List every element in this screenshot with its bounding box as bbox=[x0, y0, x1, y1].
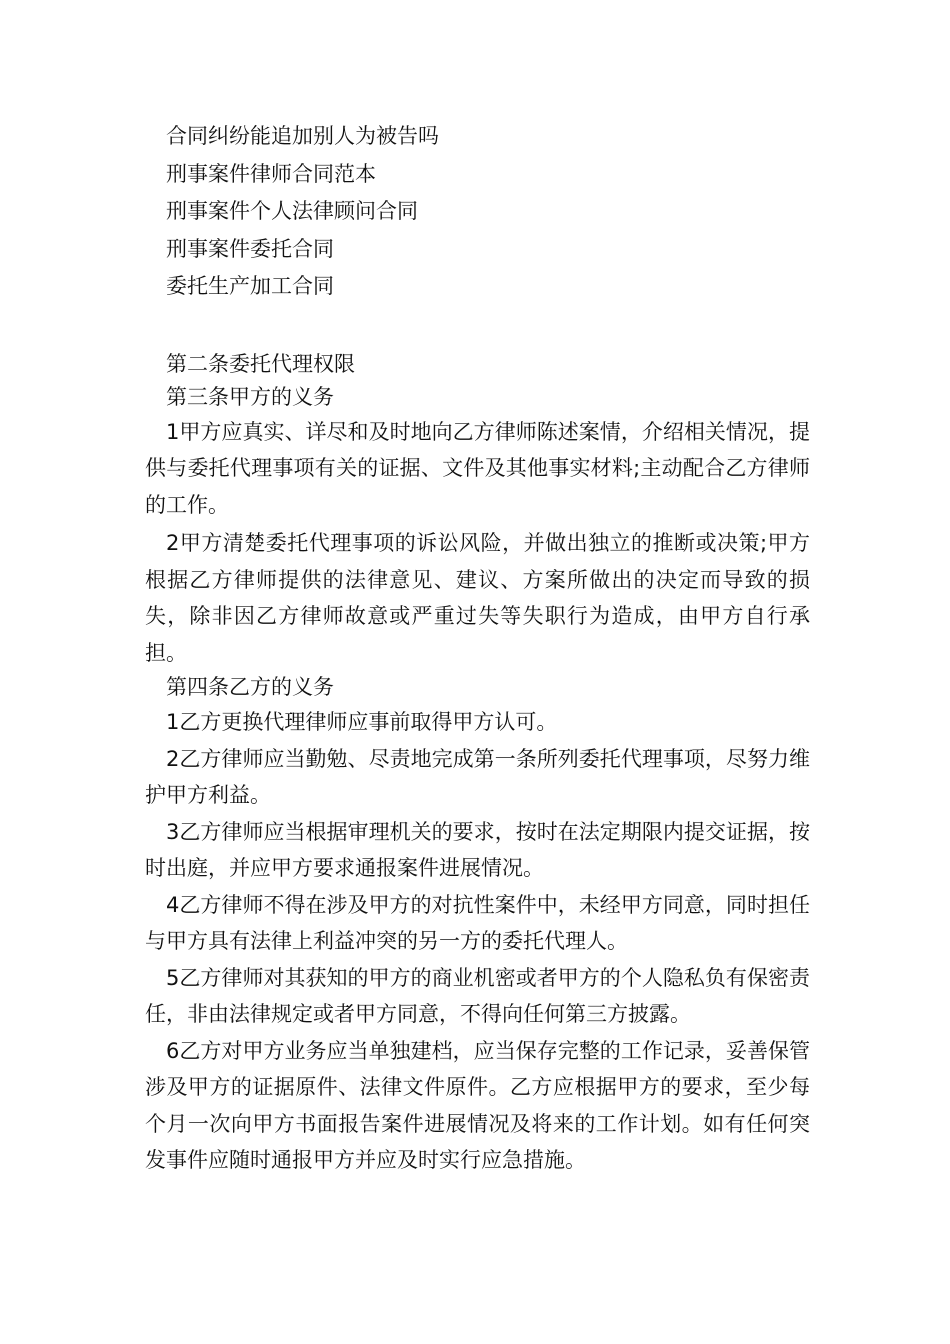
document-body bbox=[145, 118, 810, 1179]
article-3-clause-2: 2甲方清楚委托代理事项的诉讼风险，并做出独立的推断或决策;甲方根据乙方律师提供的法律意见、建议、方案所做出的决定而导致的损失，除非因乙方律师故意或严重过失等失职行为造成，由甲方自行承担。 bbox=[145, 531, 810, 665]
article-4-heading: 第四条乙方的义务 bbox=[166, 675, 334, 699]
related-link[interactable]: 刑事案件委托合同 bbox=[166, 236, 334, 261]
related-link[interactable]: 刑事案件律师合同范本 bbox=[166, 161, 376, 186]
related-links bbox=[145, 118, 810, 306]
section-gap bbox=[145, 306, 810, 348]
article-4-clause-2: 2乙方律师应当勤勉、尽责地完成第一条所列委托代理事项，尽努力维护甲方利益。 bbox=[145, 746, 810, 807]
article-3-heading: 第三条甲方的义务 bbox=[166, 384, 334, 409]
related-link[interactable]: 刑事案件个人法律顾问合同 bbox=[166, 199, 418, 223]
article-4-clause-4: 4乙方律师不得在涉及甲方的对抗性案件中，未经甲方同意，同时担任与甲方具有法律上利益冲突的另一方的委托代理人。 bbox=[145, 892, 810, 953]
article-3-clause-1: 1甲方应真实、详尽和及时地向乙方律师陈述案情，介绍相关情况，提供与委托代理事项有关的证据、文件及其他事实材料;主动配合乙方律师的工作。 bbox=[145, 419, 810, 517]
related-link[interactable]: 合同纠纷能追加别人为被告吗 bbox=[166, 124, 439, 148]
article-2-heading: 第二条委托代理权限 bbox=[166, 351, 355, 376]
article-4-clause-5: 5乙方律师对其获知的甲方的商业机密或者甲方的个人隐私负有保密责任，非由法律规定或者甲方同意，不得向任何第三方披露。 bbox=[145, 965, 810, 1026]
related-link[interactable]: 委托生产加工合同 bbox=[166, 274, 334, 298]
article-4-clause-6: 6乙方对甲方业务应当单独建档，应当保存完整的工作记录，妥善保管涉及甲方的证据原件、法律文件原件。乙方应根据甲方的要求，至少每个月一次向甲方书面报告案件进展情况及将来的工作计划。如有任何突发事件应随时通报甲方并应及时实行应急措施。 bbox=[145, 1038, 810, 1172]
article-4-clause-1: 1乙方更换代理律师应事前取得甲方认可。 bbox=[166, 710, 558, 734]
article-4-clause-3: 3乙方律师应当根据审理机关的要求，按时在法定期限内提交证据，按时出庭，并应甲方要求通报案件进展情况。 bbox=[145, 819, 810, 880]
